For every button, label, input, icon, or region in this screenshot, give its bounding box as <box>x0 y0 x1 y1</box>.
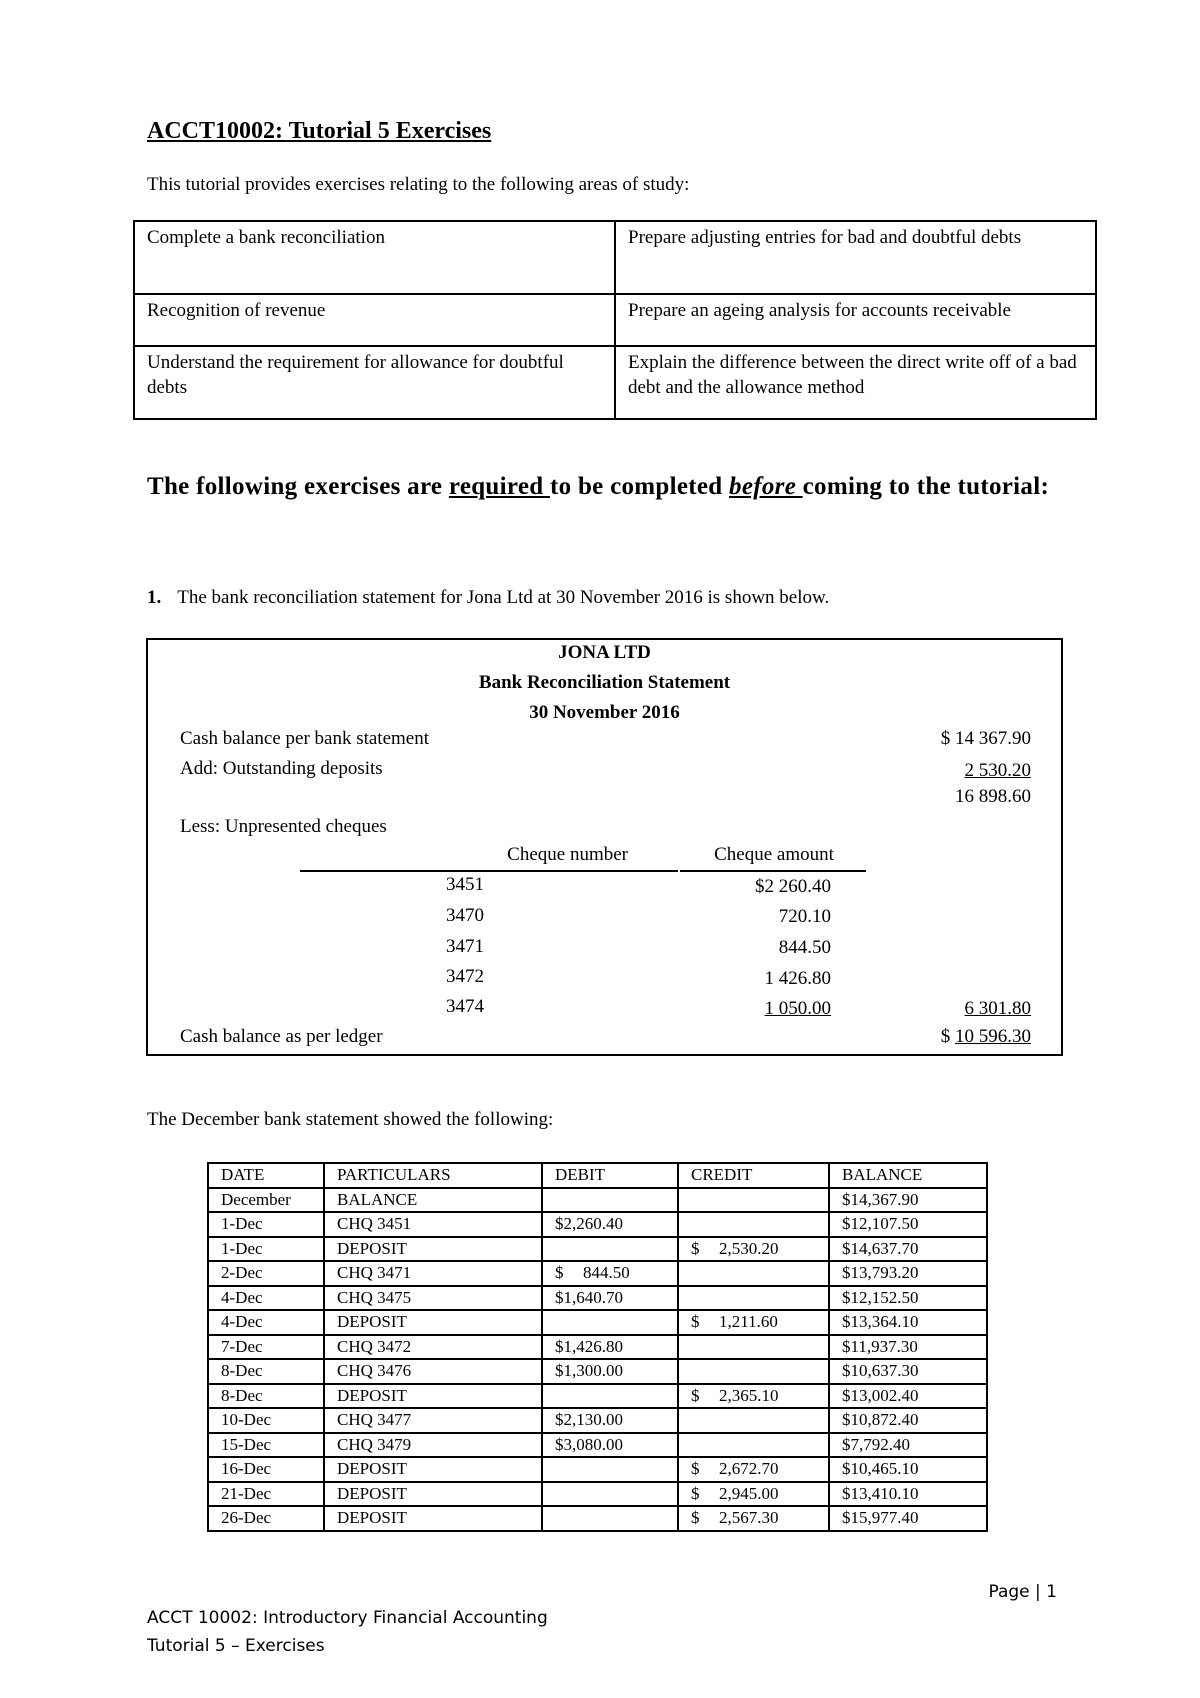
table-row <box>134 294 1096 346</box>
credit-cell <box>678 1212 829 1237</box>
date-cell: 2-Dec <box>208 1261 324 1286</box>
date-cell: 8-Dec <box>208 1384 324 1409</box>
credit-cell-amount <box>691 1507 822 1530</box>
amount-value: $1,426.80 <box>555 1336 623 1356</box>
less-cheques-label: Less: Unpresented cheques <box>180 816 387 837</box>
date-cell: 7-Dec <box>208 1335 324 1360</box>
date-cell: December <box>208 1188 324 1213</box>
required-text-5: coming to the tutorial: <box>802 473 1050 500</box>
credit-cell-amount <box>691 1483 822 1506</box>
currency-sign: $ <box>691 1508 700 1527</box>
amount-value: $2,260.40 <box>555 1214 623 1233</box>
ledger-balance-label: Cash balance as per ledger <box>180 1026 383 1047</box>
date-cell: 4-Dec <box>208 1286 324 1311</box>
amount-value: 844.50 <box>583 1263 630 1282</box>
balance-cell: $12,152.50 <box>829 1286 987 1311</box>
december-bank-statement <box>207 1162 988 1532</box>
credit-cell <box>678 1188 829 1213</box>
question-number: 1. <box>147 587 162 608</box>
particulars-cell: CHQ 3476 <box>324 1359 542 1384</box>
ledger-dollar: $ <box>940 1026 951 1047</box>
table-row <box>208 1261 987 1286</box>
table-row <box>208 1237 987 1262</box>
particulars-cell: CHQ 3477 <box>324 1408 542 1433</box>
header-row <box>208 1163 987 1188</box>
debit-cell-amount <box>555 1287 671 1310</box>
debit-cell <box>542 1188 678 1213</box>
debit-cell-amount <box>555 1360 671 1383</box>
debit-cell <box>542 1212 678 1237</box>
credit-cell <box>678 1408 829 1433</box>
particulars-cell: DEPOSIT <box>324 1384 542 1409</box>
table-row <box>208 1433 987 1458</box>
cheque-amount: 720.10 <box>778 906 831 927</box>
debit-cell <box>542 1359 678 1384</box>
table-row <box>208 1212 987 1237</box>
footer-course: ACCT 10002: Introductory Financial Accounting <box>147 1608 548 1628</box>
debit-cell <box>542 1408 678 1433</box>
recon-company: JONA LTD <box>558 642 651 663</box>
date-cell: 21-Dec <box>208 1482 324 1507</box>
topics-table <box>133 220 1097 420</box>
credit-cell-amount <box>691 1385 822 1408</box>
col-header-debit: DEBIT <box>542 1163 678 1188</box>
subtotal-value: 16 898.60 <box>955 786 1031 807</box>
debit-cell <box>542 1335 678 1360</box>
debit-cell <box>542 1384 678 1409</box>
table-row <box>208 1335 987 1360</box>
particulars-cell: CHQ 3451 <box>324 1212 542 1237</box>
credit-cell <box>678 1237 829 1262</box>
question-1 <box>147 587 829 609</box>
debit-cell-amount <box>555 1262 671 1285</box>
date-cell: 8-Dec <box>208 1359 324 1384</box>
topic-cell: Prepare an ageing analysis for accounts receivable <box>615 294 1096 346</box>
table-row <box>134 221 1096 294</box>
debit-cell-amount <box>555 1213 671 1236</box>
cheques-total: 6 301.80 <box>964 998 1031 1019</box>
add-deposits-label: Add: Outstanding deposits <box>180 758 383 779</box>
credit-cell <box>678 1384 829 1409</box>
cheque-number: 3474 <box>446 996 484 1017</box>
required-text-2: required <box>448 473 550 500</box>
balance-cell: $13,410.10 <box>829 1482 987 1507</box>
table-row <box>208 1482 987 1507</box>
balance-cell: $7,792.40 <box>829 1433 987 1458</box>
date-cell: 15-Dec <box>208 1433 324 1458</box>
amount-value: 2,945.00 <box>719 1483 779 1503</box>
particulars-cell: CHQ 3471 <box>324 1261 542 1286</box>
amount-value: 1,211.60 <box>719 1312 778 1331</box>
particulars-cell: DEPOSIT <box>324 1506 542 1531</box>
currency-sign: $ <box>691 1385 700 1405</box>
cash-bank-value: $ 14 367.90 <box>940 728 1031 749</box>
credit-cell <box>678 1506 829 1531</box>
cheque-number: 3470 <box>446 905 484 926</box>
table-row <box>208 1506 987 1531</box>
credit-cell <box>678 1335 829 1360</box>
debit-cell <box>542 1310 678 1335</box>
particulars-cell: DEPOSIT <box>324 1237 542 1262</box>
topic-cell: Explain the difference between the direct write off of a bad debt and the allowance method <box>615 346 1096 419</box>
credit-cell <box>678 1359 829 1384</box>
currency-sign: $ <box>691 1459 700 1478</box>
debit-cell <box>542 1261 678 1286</box>
particulars-cell: DEPOSIT <box>324 1457 542 1482</box>
required-text-4: before <box>729 473 803 500</box>
debit-cell-amount <box>555 1434 671 1457</box>
amount-value: $1,640.70 <box>555 1287 623 1307</box>
table-row <box>208 1457 987 1482</box>
col-header-date: DATE <box>208 1163 324 1188</box>
cheque-amount: 844.50 <box>778 937 831 958</box>
cheque-number: 3471 <box>446 936 484 957</box>
amount-value: $1,300.00 <box>555 1361 623 1380</box>
currency-sign: $ <box>691 1238 700 1258</box>
col-header-particulars: PARTICULARS <box>324 1163 542 1188</box>
credit-cell-amount <box>691 1238 822 1261</box>
recon-heading: Bank Reconciliation Statement <box>478 672 731 693</box>
amount-value: $2,130.00 <box>555 1410 623 1429</box>
credit-cell-amount <box>691 1311 822 1334</box>
table-row <box>208 1188 987 1213</box>
required-heading <box>147 470 1097 504</box>
debit-cell-amount <box>555 1409 671 1432</box>
debit-cell <box>542 1457 678 1482</box>
balance-cell: $14,367.90 <box>829 1188 987 1213</box>
cheque-number: 3451 <box>446 874 484 895</box>
required-text-3: to be completed <box>549 473 730 500</box>
credit-cell <box>678 1310 829 1335</box>
amount-value: 2,530.20 <box>719 1238 779 1258</box>
balance-cell: $10,872.40 <box>829 1408 987 1433</box>
particulars-cell: DEPOSIT <box>324 1310 542 1335</box>
cheque-amount: 1 050.00 <box>764 998 831 1019</box>
balance-cell: $13,002.40 <box>829 1384 987 1409</box>
cheque-amount-header: Cheque amount <box>714 844 834 865</box>
date-cell: 1-Dec <box>208 1237 324 1262</box>
cheque-number-header: Cheque number <box>507 844 628 865</box>
footer-tutorial: Tutorial 5 – Exercises <box>147 1636 325 1656</box>
credit-cell <box>678 1286 829 1311</box>
debit-cell <box>542 1482 678 1507</box>
topic-cell: Understand the requirement for allowance for doubtful debts <box>134 346 615 419</box>
date-cell: 16-Dec <box>208 1457 324 1482</box>
debit-cell <box>542 1237 678 1262</box>
date-cell: 4-Dec <box>208 1310 324 1335</box>
cheque-amount: $2 260.40 <box>755 876 831 897</box>
date-cell: 1-Dec <box>208 1212 324 1237</box>
december-intro: The December bank statement showed the following: <box>147 1109 554 1130</box>
balance-cell: $11,937.30 <box>829 1335 987 1360</box>
amount-value: 2,567.30 <box>719 1508 779 1527</box>
cheque-amount-rule <box>680 870 866 872</box>
currency-sign: $ <box>555 1263 564 1282</box>
bank-reconciliation-statement <box>146 638 1063 1056</box>
balance-cell: $14,637.70 <box>829 1237 987 1262</box>
topic-cell: Complete a bank reconciliation <box>134 221 615 294</box>
particulars-cell: CHQ 3472 <box>324 1335 542 1360</box>
required-text-1: The following exercises are <box>147 473 449 500</box>
question-text: The bank reconciliation statement for Jona Ltd at 30 November 2016 is shown below. <box>177 587 830 608</box>
page-number: Page | 1 <box>988 1582 1057 1602</box>
cheque-number-rule <box>300 870 678 872</box>
recon-date: 30 November 2016 <box>529 702 680 723</box>
statement-rows <box>208 1188 987 1531</box>
balance-cell: $10,637.30 <box>829 1359 987 1384</box>
amount-value: 2,365.10 <box>719 1385 779 1405</box>
balance-cell: $15,977.40 <box>829 1506 987 1531</box>
balance-cell: $13,793.20 <box>829 1261 987 1286</box>
credit-cell <box>678 1482 829 1507</box>
page-title: ACCT10002: Tutorial 5 Exercises <box>147 118 492 144</box>
credit-cell <box>678 1261 829 1286</box>
date-cell: 10-Dec <box>208 1408 324 1433</box>
balance-cell: $13,364.10 <box>829 1310 987 1335</box>
topic-cell: Recognition of revenue <box>134 294 615 346</box>
balance-cell: $12,107.50 <box>829 1212 987 1237</box>
topic-cell: Prepare adjusting entries for bad and doubtful debts <box>615 221 1096 294</box>
add-deposits-value: 2 530.20 <box>964 760 1031 781</box>
table-row <box>134 346 1096 419</box>
credit-cell-amount <box>691 1458 822 1481</box>
currency-sign: $ <box>691 1312 700 1331</box>
particulars-cell: BALANCE <box>324 1188 542 1213</box>
debit-cell <box>542 1433 678 1458</box>
table-row <box>208 1359 987 1384</box>
table-row <box>208 1384 987 1409</box>
credit-cell <box>678 1457 829 1482</box>
col-header-credit: CREDIT <box>678 1163 829 1188</box>
particulars-cell: CHQ 3479 <box>324 1433 542 1458</box>
ledger-balance-value <box>941 1026 1031 1048</box>
debit-cell <box>542 1286 678 1311</box>
credit-cell <box>678 1433 829 1458</box>
ledger-amount: 10 596.30 <box>955 1026 1031 1047</box>
table-row <box>208 1286 987 1311</box>
particulars-cell: CHQ 3475 <box>324 1286 542 1311</box>
amount-value: 2,672.70 <box>719 1459 779 1478</box>
cash-bank-label: Cash balance per bank statement <box>180 728 430 749</box>
table-row <box>208 1408 987 1433</box>
col-header-balance: BALANCE <box>829 1163 987 1188</box>
cheque-amount: 1 426.80 <box>764 968 831 989</box>
particulars-cell: DEPOSIT <box>324 1482 542 1507</box>
balance-cell: $10,465.10 <box>829 1457 987 1482</box>
currency-sign: $ <box>691 1483 700 1503</box>
amount-value: $3,080.00 <box>555 1434 623 1454</box>
table-row <box>208 1310 987 1335</box>
intro-text: This tutorial provides exercises relating to the following areas of study: <box>147 174 690 195</box>
debit-cell-amount <box>555 1336 671 1359</box>
debit-cell <box>542 1506 678 1531</box>
cheque-number: 3472 <box>446 966 484 987</box>
date-cell: 26-Dec <box>208 1506 324 1531</box>
